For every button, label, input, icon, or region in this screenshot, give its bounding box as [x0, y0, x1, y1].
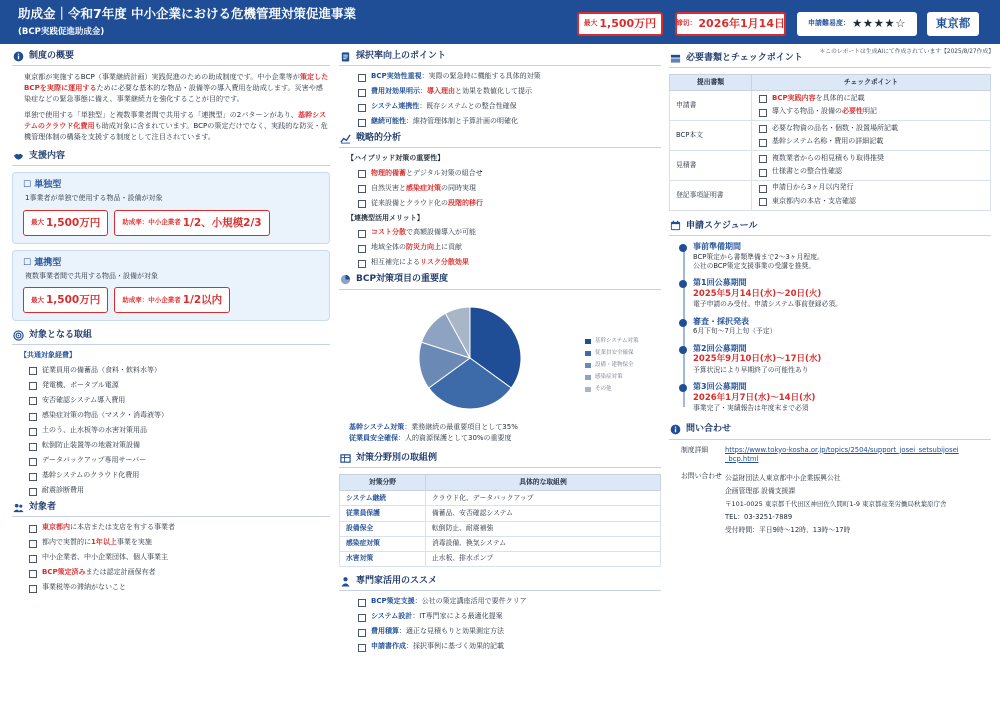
inquiry-details: 公益財団法人東京都中小企業振興公社 企画管理部 設備支援課 〒101-0025 東京都千代田区神田佐久間町1-9 東京都産業労働局秋葉原庁舎 TEL：03-3251-7889 受付時間：平日9時〜12時、13時〜17時 [725, 473, 947, 535]
difficulty-label: 申請難易度： [807, 19, 850, 28]
targets-list [12, 366, 330, 496]
pie-chart-area [339, 296, 661, 420]
people-icon [12, 501, 24, 513]
list-item: 都内で実質的に1年以上事業を実施 [42, 538, 330, 547]
difficulty-stars: ★★★★☆ [851, 16, 907, 31]
list-item: 東京都内に本店または支店を有する事業者 [42, 523, 330, 532]
targets-sublabel: 【共通対象経費】 [20, 351, 76, 360]
eligible-list [12, 523, 330, 593]
strategy-joint-label: 【連携型活用メリット】 [347, 213, 424, 222]
points-heading: 採択率向上のポイント [339, 50, 661, 66]
list-item: 事業税等の滞納がないこと [42, 583, 330, 592]
list-item: 地域全体の防災力向上に貢献 [371, 243, 661, 252]
header-bar [0, 0, 1000, 44]
pie-legend [585, 336, 638, 396]
table-row: 申請書 BCP実践内容を具体的に記載 導入する物品・設備の必要性明記 [670, 91, 991, 121]
inquiry-label: お問い合わせ [681, 471, 722, 480]
list-item: 申請書作成：採択事例に基づく効果的記載 [371, 642, 661, 651]
max-amount-value: 1,500万円 [599, 16, 657, 30]
experts-heading: 専門家活用のススメ [339, 575, 661, 591]
legend-swatch [585, 363, 591, 368]
table-header: 対策分野 [340, 475, 426, 491]
single-max-pill: 最大 1,500万円 [23, 210, 108, 236]
list-item: 土のう、止水板等の水害対策用品 [42, 426, 330, 435]
pie-chart-icon [339, 274, 351, 286]
experts-list [339, 597, 661, 652]
list-item: 費用積算：適正な見積もりと効果測定方法 [371, 627, 661, 636]
legend-item [585, 372, 638, 384]
list-item: システム設計：IT専門家による最適化提案 [371, 612, 661, 621]
docs-heading: 必要書類とチェックポイント [669, 52, 991, 68]
list-item: 中小企業者、中小企業団体、個人事業主 [42, 553, 330, 562]
chart-icon [339, 132, 351, 144]
overview-heading: 制度の概要 [12, 50, 330, 66]
fields-table [339, 474, 661, 567]
list-item: 発電機、ポータブル電源 [42, 381, 330, 390]
points-list [339, 72, 661, 127]
contact-block [669, 446, 991, 538]
expert-icon [339, 575, 351, 587]
list-item: システム連携性：既存システムとの整合性確保 [371, 102, 661, 111]
strategy-hybrid-list [339, 169, 661, 209]
handshake-icon [12, 150, 24, 162]
strategy-hybrid-label: 【ハイブリッド対策の重要性】 [347, 154, 445, 163]
support-heading: 支援内容 [12, 150, 330, 166]
overview-paragraph-1: 東京都が実施するBCP（事業継続計画）実践促進のための助成制度です。中小企業等が策定したBCPを実際に運用するために必要な基本的な物品・設備等の導入費用を助成します。災害や感染症などの緊急事態に備え、事業継続力を強化することが目的です。 [24, 72, 329, 104]
target-icon [12, 329, 24, 341]
legend-label: 感染症対策 [595, 373, 623, 380]
pie-heading: BCP対策項目の重要度 [339, 273, 661, 289]
single-rate-pill: 助成率：中小企業者 1/2、小規模2/3 [114, 210, 269, 236]
support-single-box [12, 172, 330, 244]
legend-item [585, 336, 638, 348]
page-title: 助成金｜令和7年度 中小企業における危機管理対策促進事業 [18, 6, 357, 21]
table-row: 登記事項証明書 申請日から3ヶ月以内発行 東京都内の本店・支店確認 [670, 180, 991, 210]
support-single-desc: 1事業者が単独で使用する物品・設備が対象 [25, 194, 163, 203]
list-item: 物理的備蓄とデジタル対策の組合せ [371, 169, 661, 178]
schedule-item: 第2回公募期間 2025年9月10日(水)〜17日(水) 予算状況により早期終了の可能性あり [693, 344, 991, 375]
support-joint-box [12, 250, 330, 322]
list-item: 感染症対策の物品（マスク・消毒液等） [42, 411, 330, 420]
list-item: BCP策定済みまたは認定計画保有者 [42, 568, 330, 577]
list-item: 基幹システムのクラウド化費用 [42, 471, 330, 480]
list-item: 自然災害と感染症対策の同時実現 [371, 184, 661, 193]
table-row: 感染症対策 消毒設備、換気システム [340, 536, 661, 551]
legend-label: その他 [595, 385, 612, 392]
schedule-item: 審査・採択発表 6月下旬〜7月上旬（予定） [693, 317, 991, 337]
info-icon [669, 423, 681, 435]
eligible-heading: 対象者 [12, 501, 330, 517]
table-header: 具体的な取組例 [426, 475, 661, 491]
table-row: 水害対策 止水板、排水ポンプ [340, 551, 661, 566]
joint-max-pill: 最大 1,500万円 [23, 287, 108, 313]
legend-swatch [585, 387, 591, 392]
list-item: BCP実効性重視：実際の緊急時に機能する具体的対策 [371, 72, 661, 81]
support-single-title: ☐ 単独型 [23, 180, 62, 191]
strategy-heading: 戦略的分析 [339, 132, 661, 148]
document-icon [669, 52, 681, 64]
list-item: 継続可能性：維持管理体制と予算計画の明確化 [371, 117, 661, 126]
calendar-icon [669, 220, 681, 232]
schedule-item: 事前準備期間 BCP策定から書類準備まで2〜3ヶ月程度。 公社のBCP策定支援事業の受講を推奨。 [693, 242, 991, 271]
legend-swatch [585, 375, 591, 380]
max-amount-prefix: 最大 [583, 19, 598, 28]
docs-table [669, 74, 991, 211]
legend-label: 設備・建物保全 [595, 361, 634, 368]
legend-item [585, 348, 638, 360]
legend-swatch [585, 351, 591, 356]
targets-heading: 対象となる取組 [12, 329, 330, 345]
list-item: 耐震診断費用 [42, 486, 330, 495]
table-row: 見積書 複数業者からの相見積もり取得推奨 仕様書との整合性確認 [670, 151, 991, 181]
table-icon [339, 452, 351, 464]
deadline-value: 2026年1月14日 [698, 16, 785, 30]
deadline-prefix: 締切： [676, 19, 697, 28]
legend-label: 基幹システム対策 [595, 337, 639, 344]
table-row: システム継続 クラウド化、データバックアップ [340, 491, 661, 506]
list-item: 安否確認システム導入費用 [42, 396, 330, 405]
contact-heading: 問い合わせ [669, 423, 991, 439]
list-item: コスト分散で高額設備導入が可能 [371, 228, 661, 237]
schedule-timeline [669, 242, 991, 413]
table-header: 提出書類 [670, 75, 752, 91]
table-row: BCP本文 必要な物資の品名・個数・設置場所記載 基幹システム名称・費用の詳細記載 [670, 121, 991, 151]
column-left [12, 50, 330, 599]
pie-notes: 基幹システム対策：業務継続の最重要項目として35% 従業員安全確保：人的資源保護として30%の重要度 [349, 422, 518, 442]
column-right [669, 50, 991, 542]
location-badge: 東京都 [927, 12, 979, 36]
detail-link[interactable]: https://www.tokyo-kosha.or.jp/topics/2504/support_josei_setsubijosei _bcp.html [725, 445, 959, 463]
list-item: 転倒防止装置等の地震対策設備 [42, 441, 330, 450]
max-amount-badge [577, 12, 663, 36]
schedule-item: 第1回公募期間 2025年5月14日(水)〜20日(火) 電子申請のみ受付。申請システム事前登録必須。 [693, 278, 991, 309]
clipboard-icon [339, 50, 351, 62]
support-joint-desc: 複数事業者間で共用する物品・設備が対象 [25, 271, 158, 280]
legend-swatch [585, 339, 591, 344]
page-subtitle: (BCP実践促進助成金) [18, 27, 105, 37]
deadline-badge [675, 12, 786, 36]
table-header: チェックポイント [752, 75, 991, 91]
list-item: 相互補完によるリスク分散効果 [371, 258, 661, 267]
list-item: 従業員用の備蓄品（食料・飲料水等） [42, 366, 330, 375]
list-item: 費用対効果明示：導入理由と効果を数値化して提示 [371, 87, 661, 96]
detail-label: 制度詳細 [681, 445, 709, 454]
list-item: BCP策定支援：公社の策定講座活用で要件クリア [371, 597, 661, 606]
table-row: 設備保全 転倒防止、耐震補強 [340, 521, 661, 536]
difficulty-badge [797, 12, 917, 36]
strategy-joint-list [339, 228, 661, 268]
legend-item [585, 360, 638, 372]
ai-note: ＊このレポートは生成AIにて作成されています【2025/8/27作成】 [819, 49, 994, 55]
table-row: 従業員保護 備蓄品、安否確認システム [340, 506, 661, 521]
schedule-heading: 申請スケジュール [669, 220, 991, 236]
fields-heading: 対策分野別の取組例 [339, 452, 661, 468]
list-item: データバックアップ専用サーバー [42, 456, 330, 465]
list-item: 従来設備とクラウド化の段階的移行 [371, 199, 661, 208]
info-icon [12, 50, 24, 62]
schedule-item: 第3回公募期間 2026年1月7日(水)〜14日(水) 事業完了・実績報告は年度末まで必須 [693, 382, 991, 413]
column-middle [339, 50, 661, 657]
legend-item [585, 384, 638, 396]
legend-label: 従業員安全確保 [595, 349, 634, 356]
joint-rate-pill: 助成率：中小企業者 1/2以内 [114, 287, 230, 313]
overview-paragraph-2: 単独で使用する「単独型」と複数事業者間で共用する「連携型」の2パターンがあり、基幹システムのクラウド化費用も助成対象に含まれています。BCPの策定だけでなく、実践的な防災・危機管理体制の構築を支援する制度として注目されています。 [24, 110, 328, 142]
support-joint-title: ☐ 連携型 [23, 257, 62, 268]
